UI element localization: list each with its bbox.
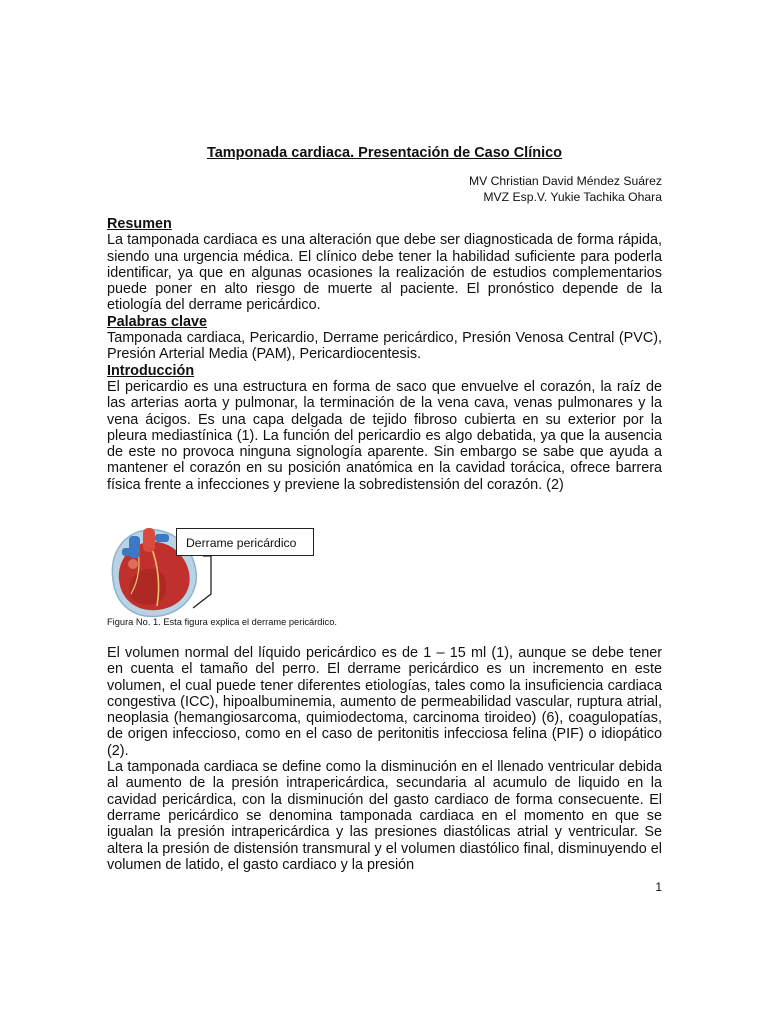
section-heading-introduccion: Introducción [107, 362, 195, 379]
section-text-introduccion: El pericardio es una estructura en forma de saco que envuelve el corazón, la raíz de las arterias aorta y pulmonar, la terminación de la vena cava, venas pulmonares y la vena ácigos. Es una capa delgada de tejido fibroso cubierta en su exterior por la pleura mediastínica (1). La función del pericardio es algo debatida, ya que la ausencia de este no provoca ninguna signología aparente. Sin embargo se sabe que ayuda a mantener el corazón en su posición anatómica en la cavidad torácica, ofrece barrera física frente a infecciones y previene la sobredistensión del corazón. (2) [107, 378, 662, 493]
text-flow-bottom [107, 645, 662, 873]
author-block [469, 173, 662, 205]
page-number: 1 [655, 880, 662, 894]
section-text-resumen: La tamponada cardiaca es una alteración que debe ser diagnosticada de forma rápida, siendo una urgencia médica. El clínico debe tener la habilidad suficiente para poderla identificar, ya que en algunas ocasiones la realización de estudios complementarios puede poner en alto riesgo de muerte al paciente. El pronóstico depende de la etiología del derrame pericárdico. [107, 232, 662, 314]
figure-caption: Figura No. 1. Esta figura explica el derrame pericárdico. [107, 617, 337, 627]
author-line: MV Christian David Méndez Suárez [468, 174, 662, 188]
section-text-palabras-clave: Tamponada cardiaca, Pericardio, Derrame pericárdico, Presión Venosa Central (PVC), Presión Arterial Media (PAM), Pericardiocentesis. [107, 330, 662, 363]
body-paragraph: La tamponada cardiaca se define como la disminución en el llenado ventricular debida al aumento de la presión intrapericárdica, secundaria al acumulo de liquido en la cavidad pericárdica, con la disminución del gasto cardiaco de forma consecuente. El derrame pericárdico se denomina tamponada cardiaca en el momento en que se igualan la presión intrapericárdica y las presiones diastólicas atrial y ventricular. Se altera la presión de distensión transmural y el volumen diastólico final, disminuyendo el volumen de latido, el gasto cardiaco y la presión [107, 759, 662, 873]
figure-heart [107, 522, 662, 620]
section-heading-palabras-clave: Palabras clave [107, 313, 208, 330]
author-line: MVZ Esp.V. Yukie Tachika Ohara [483, 190, 662, 204]
text-flow-top [107, 216, 662, 493]
figure-callout-label: Derrame pericárdico [176, 528, 314, 556]
body-paragraph: El volumen normal del líquido pericárdico es de 1 – 15 ml (1), aunque se debe tener en cuenta el tamaño del perro. El derrame pericárdico es un incremento en este volumen, el cual puede tener diferentes etiologías, tales como la insuficiencia cardiaca congestiva (ICC), hipoalbuminemia, aumento de permeabilidad vascular, ruptura atrial, neoplasia (hemangiosarcoma, quimiodectoma, carcinoma tiroideo) (6), coagulopatías, de origen infeccioso, como en el caso de peritonitis infecciosa felina (PIF) o idiopático (2). [107, 645, 662, 759]
paper-title: Tamponada cardiaca. Presentación de Caso Clínico [206, 145, 563, 161]
section-heading-resumen: Resumen [107, 216, 172, 232]
